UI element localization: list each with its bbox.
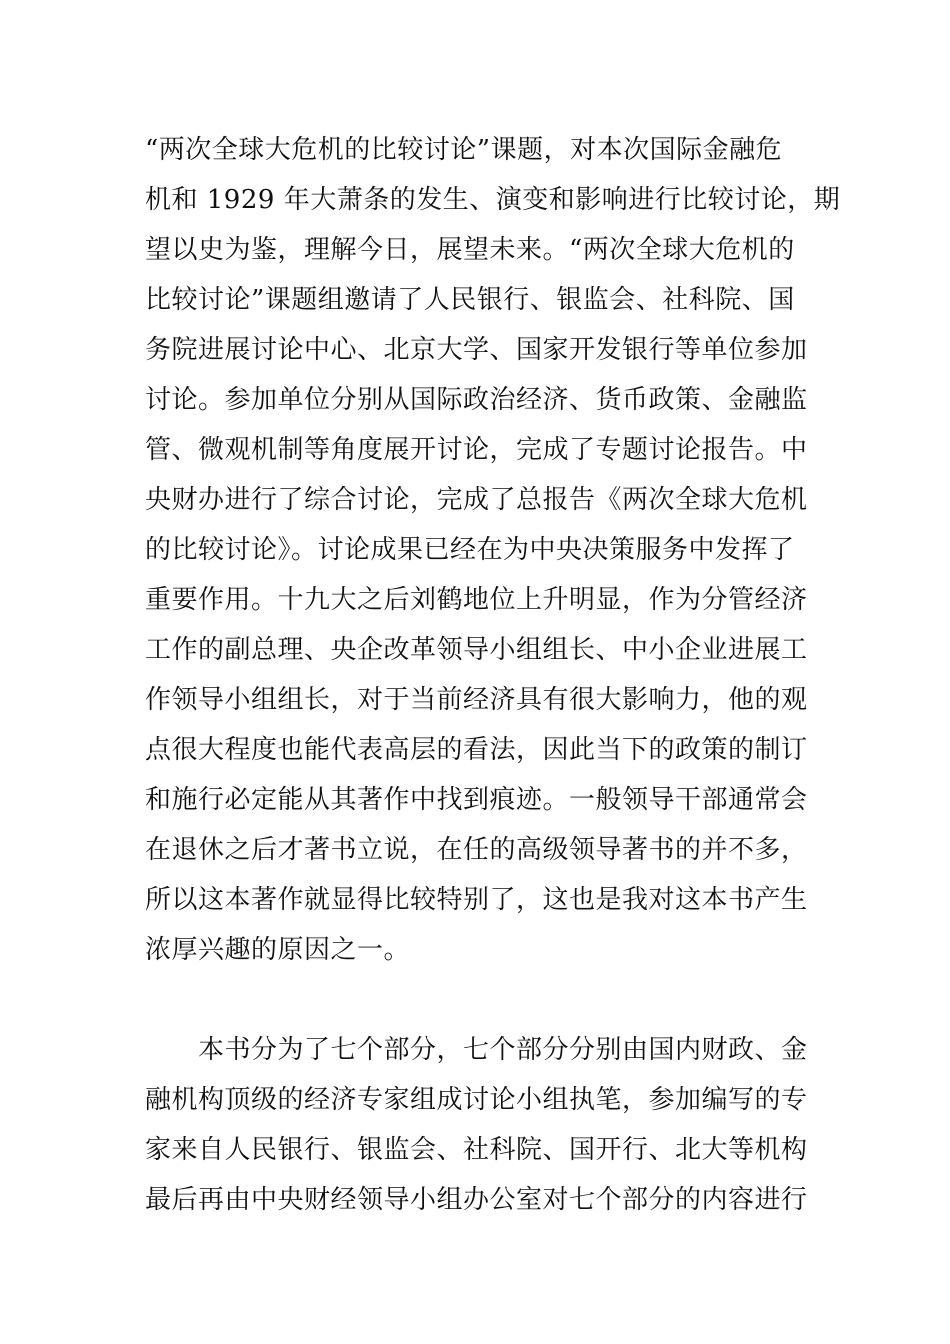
text-line: 和施行必定能从其著作中找到痕迹。一般领导干部通常会 (145, 785, 808, 815)
text-line: 讨论。参加单位分别从国际政治经济、货币政策、金融监 (145, 385, 808, 415)
text-line: 望以史为鉴，理解今日，展望未来。“两次全球大危机的 (145, 235, 795, 265)
text-line: 在退休之后才著书立说，在任的高级领导著书的并不多， (145, 835, 808, 865)
text-line: 务院进展讨论中心、北京大学、国家开发银行等单位参加 (145, 335, 808, 365)
text-line: 家来自人民银行、银监会、社科院、国开行、北大等机构 (145, 1135, 808, 1165)
paragraph-1 (145, 125, 841, 975)
text-line: 本书分为了七个部分，七个部分分别由国内财政、金 (198, 1035, 808, 1065)
text-line: 点很大程度也能代表高层的看法，因此当下的政策的制订 (145, 735, 808, 765)
text-line: “两次全球大危机的比较讨论”课题，对本次国际金融危 (145, 135, 783, 165)
text-line: 融机构顶级的经济专家组成讨论小组执笔，参加编写的专 (145, 1085, 808, 1115)
paragraph-2 (145, 1025, 825, 1225)
text-line: 比较讨论”课题组邀请了人民银行、银监会、社科院、国 (145, 285, 795, 315)
text-line: 作领导小组组长，对于当前经济具有很大影响力，他的观 (145, 685, 808, 715)
text-line: 央财办进行了综合讨论，完成了总报告《两次全球大危机 (145, 485, 808, 515)
text-line: 机和 1929 年大萧条的发生、演变和影响进行比较讨论，期 (145, 185, 841, 215)
text-line: 浓厚兴趣的原因之一。 (145, 935, 411, 965)
text-line: 所以这本著作就显得比较特别了，这也是我对这本书产生 (145, 885, 808, 915)
text-line: 重要作用。十九大之后刘鹤地位上升明显，作为分管经济 (145, 585, 808, 615)
text-line: 的比较讨论》。讨论成果已经在为中央决策服务中发挥了 (145, 535, 795, 565)
text-line: 工作的副总理、央企改革领导小组组长、中小企业进展工 (145, 635, 808, 665)
text-line: 最后再由中央财经领导小组办公室对七个部分的内容进行 (145, 1185, 808, 1215)
text-line: 管、微观机制等角度展开讨论，完成了专题讨论报告。中 (145, 435, 808, 465)
